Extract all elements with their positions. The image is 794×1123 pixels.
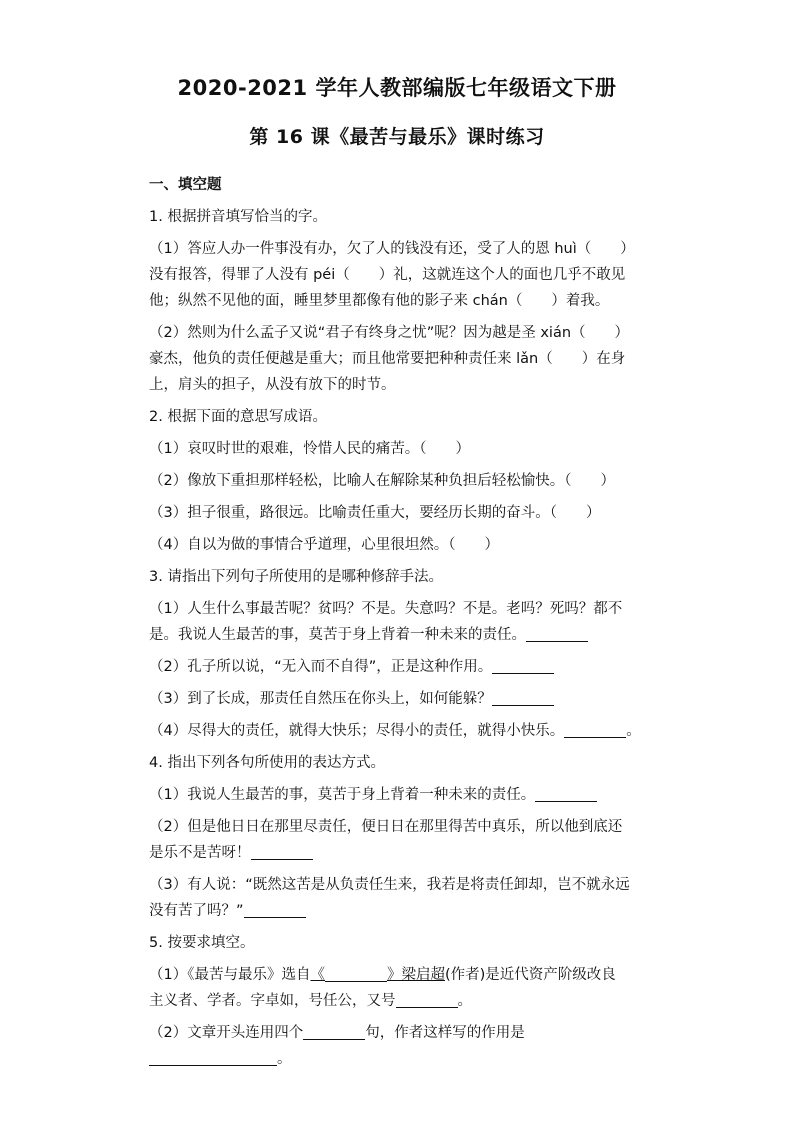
answer-blank[interactable] — [396, 992, 458, 1008]
text-line — [149, 962, 689, 988]
question-5-item-2 — [149, 1020, 689, 1072]
question-4-item-3 — [149, 872, 689, 924]
text-span: 。 — [457, 993, 472, 1009]
text-span: （4）尽得大的责任，就得大快乐；尽得小的责任，就得小快乐。 — [149, 723, 565, 739]
text-line — [149, 1046, 689, 1072]
section-heading: 一、填空题 — [149, 177, 222, 193]
lesson-subtitle: 第 16 课《最苦与最乐》课时练习 — [249, 126, 545, 148]
question-2-stem: 2. 根据下面的意思写成语。 — [149, 409, 327, 425]
text-line: （2）但是他日日在那里尽责任，便日日在那里得苦中真乐，所以他到底还 — [149, 819, 623, 835]
question-4-stem: 4. 指出下列各句所使用的表达方式。 — [149, 755, 385, 771]
text-line: （2）然则为什么孟子又说“君子有终身之忧”呢？因为越是圣 xián（ ） — [149, 325, 630, 341]
answer-blank[interactable] — [492, 658, 554, 674]
text-line: 上，肩头的担子，从没有放下的时节。 — [149, 377, 396, 393]
answer-blank[interactable] — [564, 722, 626, 738]
question-4-item-2 — [149, 814, 689, 866]
text-line: （1）答应人办一件事没有办，欠了人的钱没有还，受了人的恩 huì（ ） — [149, 241, 635, 257]
text-line — [149, 898, 689, 924]
text-span: 是乐不是苦呀！ — [149, 845, 251, 861]
text-span: 主义者、学者。字卓如，号任公，又号 — [149, 993, 396, 1009]
text-line: 豪杰，他负的责任便越是重大；而且他常要把种种责任来 lǎn（ ）在身 — [149, 351, 626, 367]
question-5-item-1 — [149, 962, 689, 1014]
text-span: 。 — [626, 723, 641, 739]
question-3-item-1 — [149, 596, 689, 648]
text-span: （2）孔子所以说，“无入而不自得”，正是这种作用。 — [149, 659, 493, 675]
question-3-stem: 3. 请指出下列句子所使用的是哪种修辞手法。 — [149, 569, 443, 585]
document-title: 2020-2021 学年人教部编版七年级语文下册 — [177, 76, 617, 100]
question-3-item-4 — [149, 718, 689, 744]
text-line — [149, 1020, 689, 1046]
answer-blank[interactable] — [149, 1050, 277, 1066]
answer-blank[interactable] — [526, 626, 588, 642]
question-5-stem: 5. 按要求填空。 — [149, 935, 255, 951]
question-1-part-1 — [149, 236, 689, 314]
answer-blank[interactable] — [325, 966, 387, 982]
text-line: （3）有人说：“既然这苦是从负责任生来，我若是将责任卸却，岂不就永远 — [149, 877, 630, 893]
text-span: (作者)是近代资产阶级改良 — [444, 967, 616, 983]
question-3-item-3 — [149, 686, 689, 712]
answer-blank[interactable] — [492, 690, 554, 706]
answer-blank[interactable] — [303, 1024, 365, 1040]
text-span: 句，作者这样写的作用是 — [365, 1025, 525, 1041]
question-4-item-1 — [149, 782, 689, 808]
text-span: （2）文章开头连用四个 — [149, 1025, 304, 1041]
text-span: （1）《最苦与最乐》选自 — [149, 967, 311, 983]
text-span: 是。我说人生最苦的事，莫苦于身上背着一种未来的责任。 — [149, 627, 526, 643]
text-line: 没有报答，得罪了人没有 péi（ ）礼，这就连这个人的面也几乎不敢见 — [149, 267, 626, 283]
text-span: （1）我说人生最苦的事，莫苦于身上背着一种未来的责任。 — [149, 787, 536, 803]
answer-blank[interactable] — [535, 786, 597, 802]
text-line — [149, 622, 689, 648]
text-line — [149, 840, 689, 866]
question-2-item-2: （2）像放下重担那样轻松，比喻人在解除某种负担后轻松愉快。（ ） — [149, 473, 615, 489]
text-line: （1）人生什么事最苦呢？贫吗？不是。失意吗？不是。老吗？死吗？都不 — [149, 601, 623, 617]
question-2-item-1: （1）哀叹时世的艰难，怜惜人民的痛苦。（ ） — [149, 441, 470, 457]
exercise-content — [149, 172, 689, 1078]
text-line: 他；纵然不见他的面，睡里梦里都像有他的影子来 chán（ ）着我。 — [149, 293, 610, 309]
question-1-stem: 1. 根据拼音填写恰当的字。 — [149, 209, 327, 225]
author-name: 梁启超 — [401, 967, 445, 983]
question-2-item-4: （4）自以为做的事情合乎道理，心里很坦然。（ ） — [149, 537, 499, 553]
answer-blank[interactable] — [251, 844, 313, 860]
text-span: （3）到了长成，那责任自然压在你头上，如何能躲？ — [149, 691, 492, 707]
text-span: 》 — [386, 967, 402, 983]
text-span: 《 — [310, 967, 325, 983]
question-1-part-2 — [149, 320, 689, 398]
text-line — [149, 988, 689, 1014]
question-3-item-2 — [149, 654, 689, 680]
text-span: 。 — [277, 1051, 292, 1067]
answer-blank[interactable] — [244, 902, 306, 918]
question-2-item-3: （3）担子很重，路很远。比喻责任重大，要经历长期的奋斗。（ ） — [149, 505, 601, 521]
text-span: 没有苦了吗？” — [149, 903, 244, 919]
